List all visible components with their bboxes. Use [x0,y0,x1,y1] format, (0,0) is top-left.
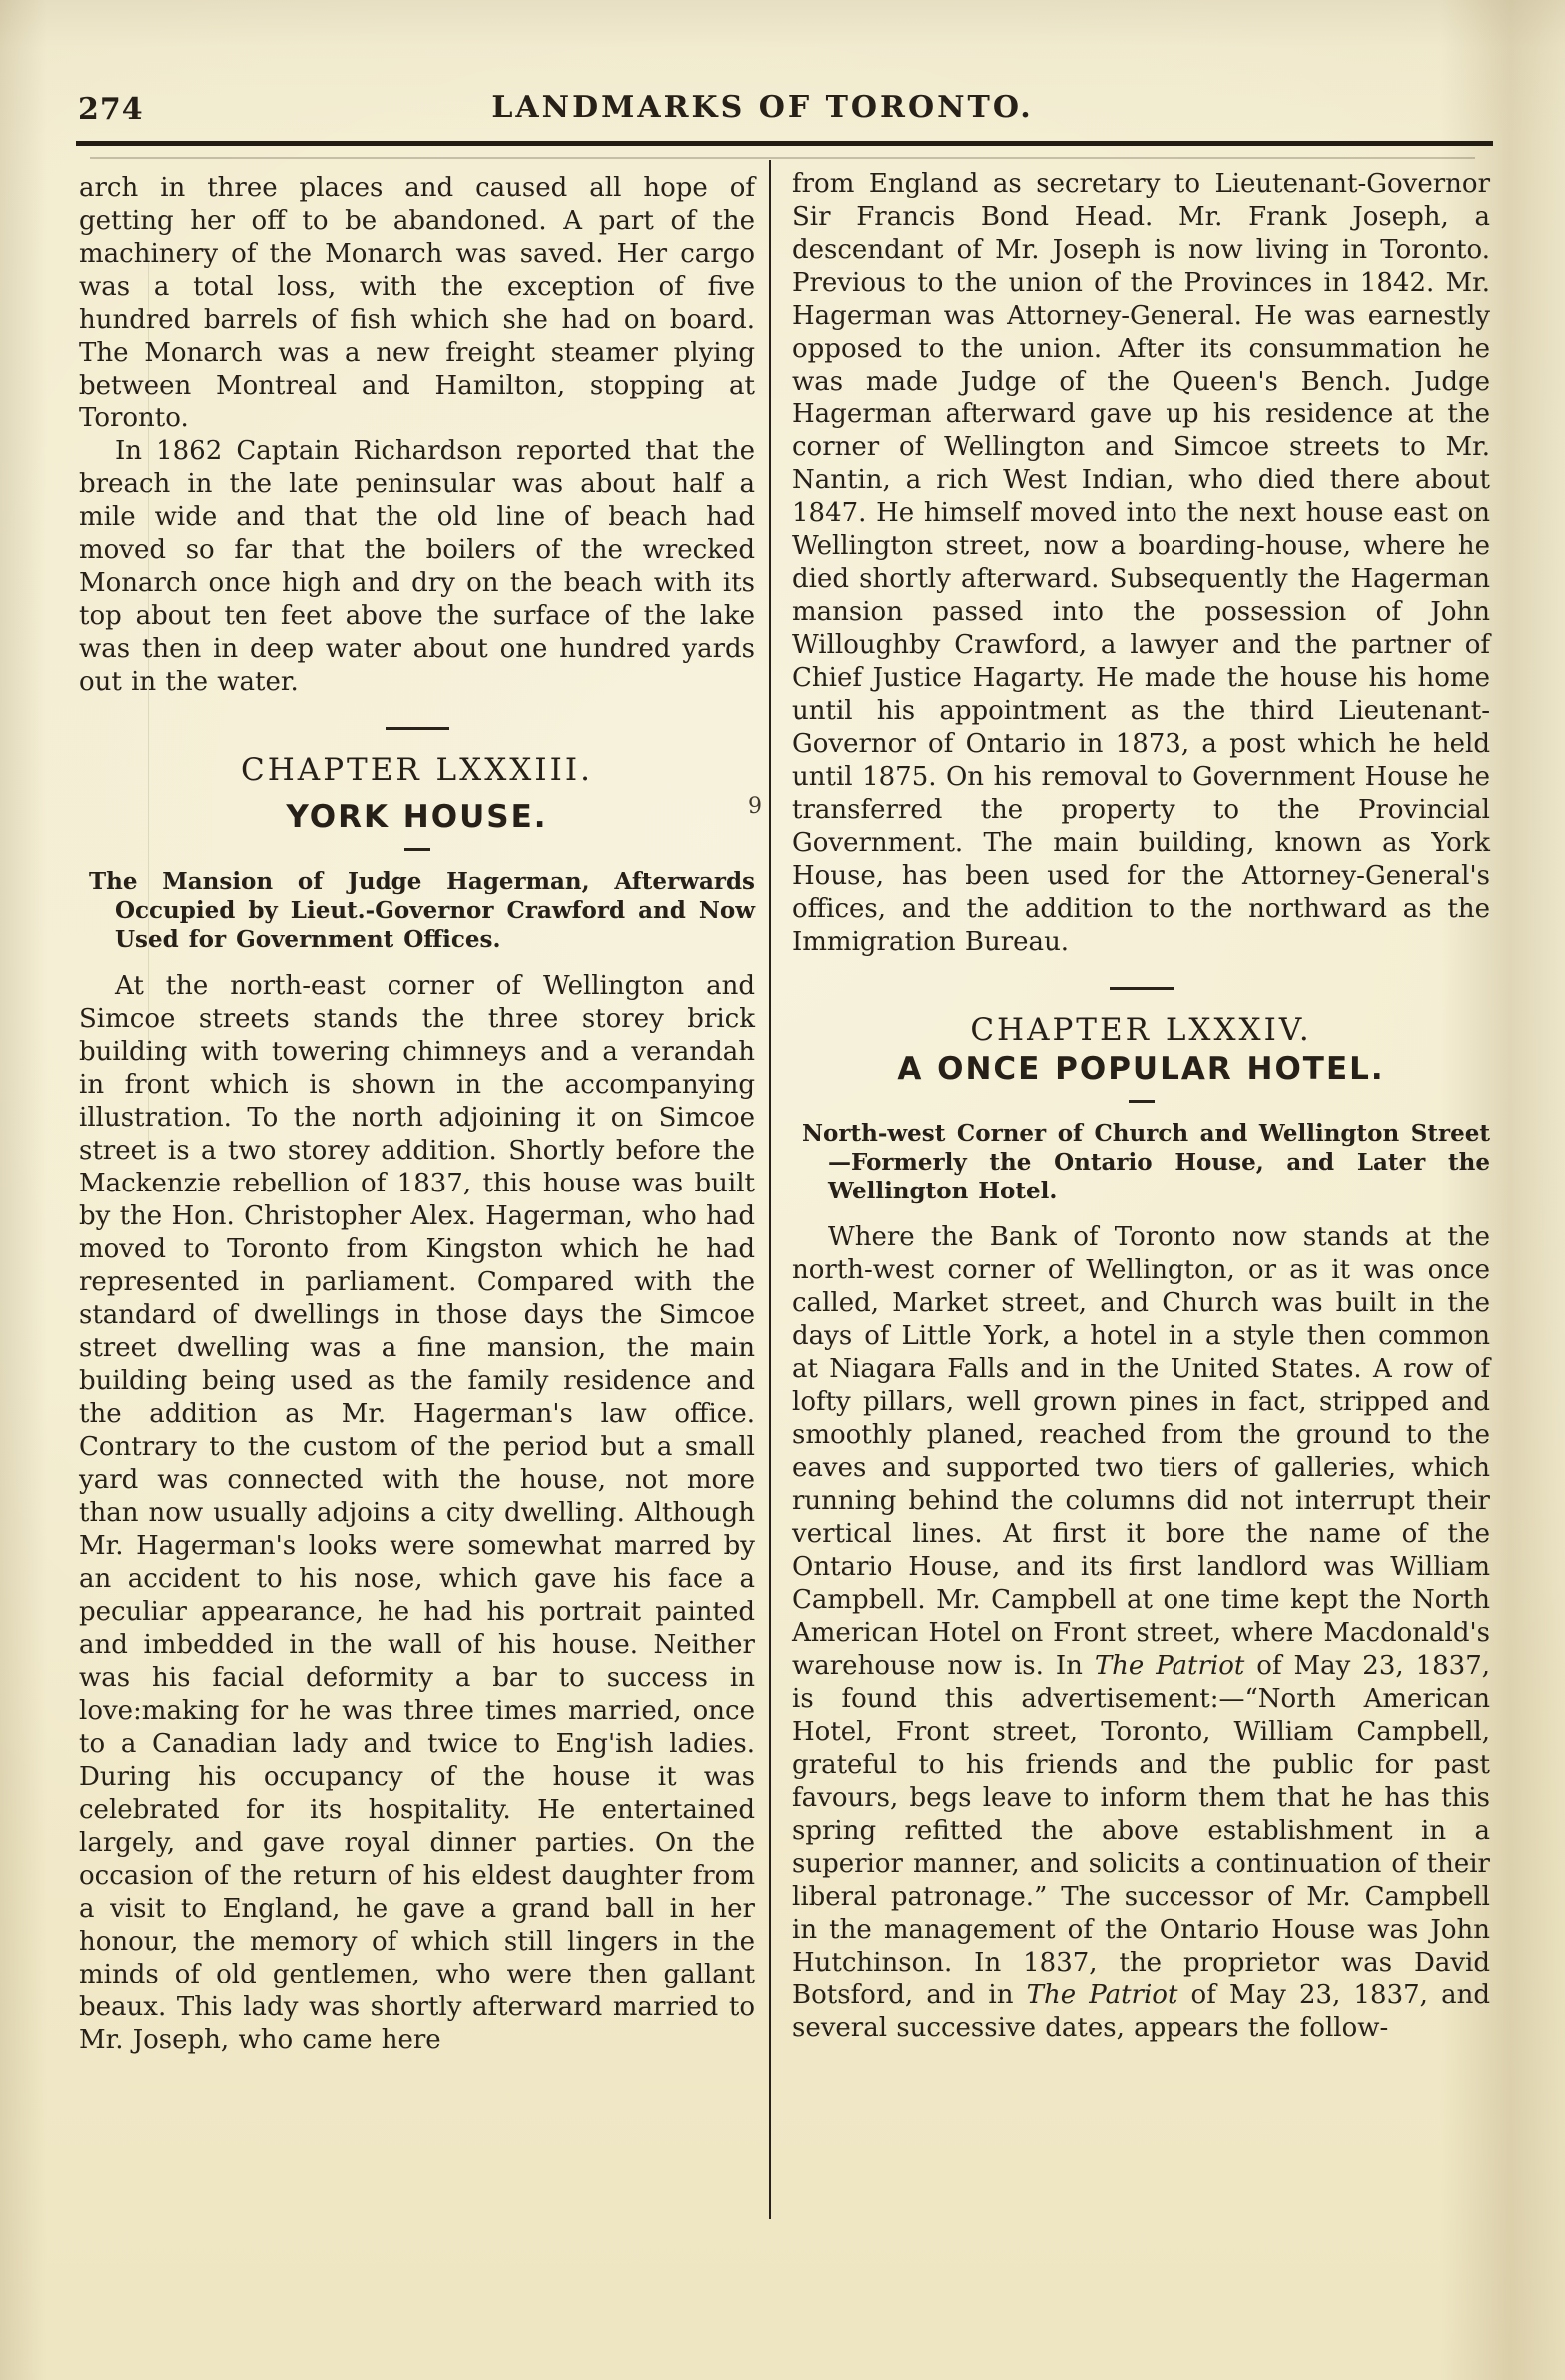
left-column [79,172,755,2057]
paragraph-hagerman-continued: from England as secretary to Lieutenant-Governor Sir Francis Bond Head. Mr. Frank Joseph, a descendant of Mr. Joseph is now living in Toronto. Previous to the union of the Provinces in 1842. Mr. Hagerman was Attorney-General. He was earnestly opposed to the union. After its consummation he was made Judge of the Queen's Bench. Judge Hagerman afterward gave up his residence at the corner of Wellington and Simcoe streets to Mr. Nantin, a rich West Indian, who died there about 1847. He himself moved into the next house east on Wellington street, now a boarding-house, where he died shortly afterward. Subsequently the Hagerman mansion passed into the possession of John Willoughby Crawford, a lawyer and the partner of Chief Justice Hagarty. He made the house his home until his appointment as the third Lieutenant-Governor of Ontario in 1873, a post which he held until 1875. On his removal to Government House he transferred the property to the Provincial Government. The main building, known as York House, has been used for the Attorney-General's offices, and the addition to the northward as the Immigration Bureau. [792,169,1490,957]
chapter-83-heading: CHAPTER LXXXIII. [241,752,593,788]
text-run: of May 23, 1837, and several successive dates, appears the follow- [792,1981,1490,2043]
stray-print-mark: 9 [748,794,762,819]
text-run: of May 23, 1837, is found this advertisement:—“North American Hotel, Front street, Toronto, William Campbell, grateful to his friends and the public for past favours, begs leave to inform them that he has this spring refitted the above establishment in a superior manner, and solicits a continuation of their liberal patronage.” The successor of Mr. Campbell in the management of the Ontario House was John Hutchinson. In 1837, the proprietor was David Botsford, and in [792,1651,1490,2010]
paragraph-1862-report: In 1862 Captain Richardson reported that the breach in the late peninsular was about half a mile wide and that the old line of beach had moved so far that the boilers of the wrecked Monarch once high and dry on the beach with its top about ten feet above the surface of the lake was then in deep water about one hundred yards out in the water. [79,436,755,697]
italic-text-run: The Patriot [1026,1981,1178,2010]
paragraph-york-house-body: At the north-east corner of Wellington and Simcoe streets stands the three storey brick building with towering chimneys and a verandah in front which is shown in the accompanying illustration. To the north adjoining it on Simcoe street is a two storey addition. Shortly before the Mackenzie rebellion of 1837, this house was built by the Hon. Christopher Alex. Hagerman, who had moved to Toronto from Kingston which he had represented in parliament. Compared with the standard of dwellings in those days the Simcoe street dwelling was a fine mansion, the main building being used as the family residence and the addition as Mr. Hagerman's law office. Contrary to the custom of the period but a small yard was connected with the house, not more than now usually adjoins a city dwelling. Although Mr. Hagerman's looks were somewhat marred by an accident to his nose, which gave his face a peculiar appearance, he had his portrait painted and imbedded in the wall of his house. Neither was his facial deformity a bar to success in love:making for he was three times married, once to a Canadian lady and twice to Eng'ish ladies. During his occupancy of the house it was celebrated for its hospitality. He entertained largely, and gave royal dinner parties. On the occasion of the return of his eldest daughter from a visit to England, he gave a grand ball in her honour, the memory of which still lingers in the minds of old gentlemen, who were then gallant beaux. This lady was shortly afterward married to Mr. Joseph, who came here [79,971,755,2055]
chapter-84-title: A ONCE POPULAR HOTEL. [897,1051,1385,1087]
running-title: LANDMARKS OF TORONTO. [491,90,1034,125]
chapter-84-heading: CHAPTER LXXXIV. [970,1012,1312,1048]
page-number: 274 [78,92,144,127]
header-rule [76,141,1493,146]
right-column [792,168,1490,2045]
chapter-84-synopsis: North-west Corner of Church and Wellington Street—Formerly the Ontario House, and Later the Wellington Hotel. [802,1120,1490,1204]
column-divider-rule [769,160,771,2219]
italic-text-run: The Patriot [1094,1651,1245,1681]
chapter-83-title: YORK HOUSE. [286,799,548,835]
header-rule-thin [90,157,1475,159]
title-separator [1129,1100,1155,1103]
chapter-83-synopsis: The Mansion of Judge Hagerman, Afterwards Occupied by Lieut.-Governor Crawford and Now Used for Government Offices. [89,868,755,953]
text-run: Where the Bank of Toronto now stands at the north-west corner of Wellington, or as it was once called, Market street, and Church was built in the days of Little York, a hotel in a style then common at Niagara Falls and in the United States. A row of lofty pillars, well grown pines in fact, stripped and smoothly planed, reached from the ground to the eaves and supported two tiers of galleries, which running behind the columns did not interrupt their vertical lines. At first it bore the name of the Ontario House, and its first landlord was William Campbell. Mr. Campbell at one time kept the North American Hotel on Front street, where Macdonald's warehouse now is. In [792,1222,1490,1681]
paragraph-ontario-house-body [792,1221,1490,2045]
section-separator [386,727,449,730]
section-separator [1110,987,1174,990]
paragraph-monarch-wreck: arch in three places and caused all hope of getting her off to be abandoned. A part of the machinery of the Monarch was saved. Her cargo was a total loss, with the exception of five hundred barrels of fish which she had on board. The Monarch was a new freight steamer plying between Montreal and Hamilton, stopping at Toronto. [79,173,755,433]
title-separator [404,848,430,851]
